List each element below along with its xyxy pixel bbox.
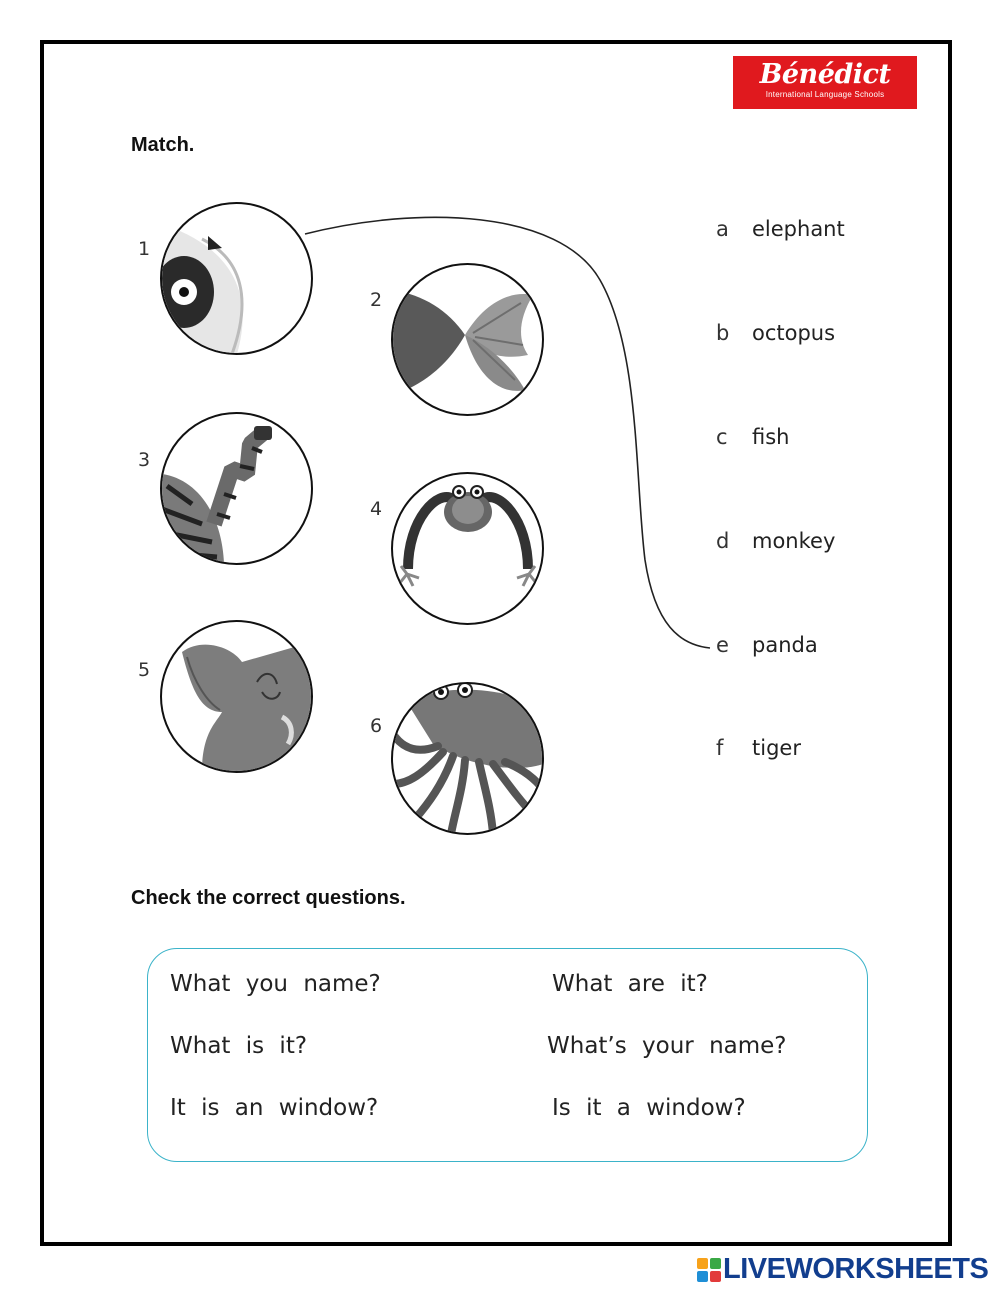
fish-picture[interactable] (391, 263, 544, 416)
option-f[interactable] (716, 736, 801, 760)
question-3[interactable]: What is it? (170, 1033, 308, 1059)
check-heading: Check the correct questions. (131, 887, 406, 909)
liveworksheets-brand: LIVEWORKSHEETS (723, 1253, 989, 1285)
tiger-tail-icon (162, 414, 312, 564)
question-6[interactable]: Is it a window? (552, 1095, 746, 1121)
option-word: fish (752, 425, 790, 449)
question-5[interactable]: It is an window? (170, 1095, 379, 1121)
panda-eye-icon (162, 204, 312, 354)
option-a[interactable] (716, 217, 845, 241)
option-word: octopus (752, 321, 836, 345)
tiger-picture[interactable] (160, 412, 313, 565)
option-word: monkey (752, 529, 836, 553)
question-1[interactable]: What you name? (170, 971, 381, 997)
option-word: tiger (752, 736, 801, 760)
picture-number-5: 5 (138, 659, 151, 681)
panda-picture[interactable] (160, 202, 313, 355)
option-e[interactable] (716, 633, 818, 657)
option-letter: f (716, 736, 724, 760)
option-word: elephant (752, 217, 845, 241)
option-d[interactable] (716, 529, 835, 553)
picture-number-2: 2 (370, 289, 383, 311)
picture-number-6: 6 (370, 715, 383, 737)
option-c[interactable] (716, 425, 789, 449)
option-letter: a (716, 217, 729, 241)
question-4[interactable]: What’s your name? (547, 1033, 787, 1059)
option-word: panda (752, 633, 818, 657)
question-2[interactable]: What are it? (552, 971, 708, 997)
octopus-picture[interactable] (391, 682, 544, 835)
picture-number-1: 1 (138, 238, 151, 260)
elephant-picture[interactable] (160, 620, 313, 773)
picture-number-4: 4 (370, 498, 383, 520)
logo-brand: Bénédict (759, 59, 891, 90)
elephant-icon (162, 622, 312, 772)
option-letter: c (716, 425, 728, 449)
benedict-logo (733, 56, 917, 109)
monkey-icon (393, 474, 543, 624)
option-letter: e (716, 633, 729, 657)
monkey-picture[interactable] (391, 472, 544, 625)
option-letter: b (716, 321, 730, 345)
octopus-icon (393, 684, 543, 834)
match-heading: Match. (131, 134, 195, 156)
liveworksheets-grid-icon (697, 1258, 721, 1282)
fish-tail-icon (393, 265, 543, 415)
picture-number-3: 3 (138, 449, 151, 471)
option-letter: d (716, 529, 730, 553)
logo-tagline: International Language Schools (765, 90, 885, 99)
option-b[interactable] (716, 321, 835, 345)
